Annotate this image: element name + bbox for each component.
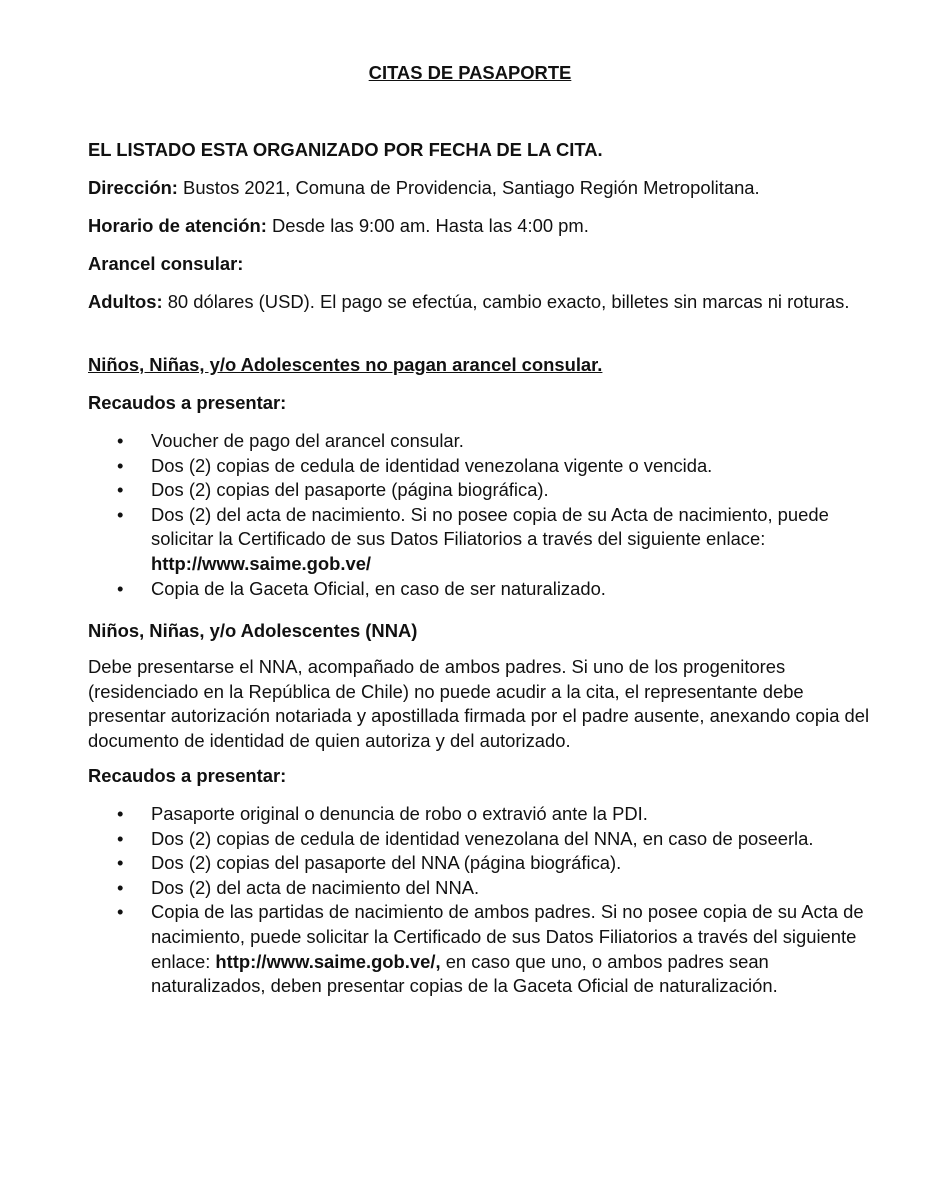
list-item-text: en caso que uno, o ambos padres sean naturalizados, deben presentar copias de la Gaceta Oficial de naturalización.	[151, 950, 778, 997]
adult-fee-label: Adultos:	[88, 291, 163, 312]
address-value: Bustos 2021, Comuna de Providencia, Santiago Región Metropolitana.	[177, 177, 760, 198]
hours-value: Desde las 9:00 am. Hasta las 4:00 pm.	[266, 215, 589, 236]
hours-label: Horario de atención:	[88, 215, 267, 236]
adult-fee-value: 80 dólares (USD). El pago se efectúa, cambio exacto, billetes sin marcas ni roturas.	[162, 291, 850, 312]
list-item: • Dos (2) copias de cedula de identidad venezolana del NNA, en caso de poseerla.	[88, 827, 878, 852]
address-label: Dirección:	[88, 177, 178, 198]
address-line	[88, 176, 878, 201]
requirements-list-adults	[88, 429, 878, 601]
page-title: CITAS DE PASAPORTE	[368, 62, 572, 83]
requirements-list-minors	[88, 802, 878, 999]
list-item-text: Copia de las partidas de nacimiento de ambos padres. Si no posee copia de su Acta de nacimiento, puede solicitar la Certificado de sus Datos Filiatorios a través del siguiente enlace:	[151, 901, 864, 972]
fee-heading: Arancel consular:	[88, 253, 244, 274]
adult-fee-line	[88, 290, 878, 315]
list-item: • Voucher de pago del arancel consular.	[88, 429, 878, 454]
requirements-heading-minors: Recaudos a presentar:	[88, 765, 287, 786]
hours-line	[88, 214, 878, 239]
listing-note: EL LISTADO ESTA ORGANIZADO POR FECHA DE LA CITA.	[88, 139, 603, 160]
list-item	[88, 503, 878, 577]
saime-link[interactable]: http://www.saime.gob.ve/	[151, 552, 372, 574]
list-item	[88, 900, 878, 998]
minors-heading: Niños, Niñas, y/o Adolescentes (NNA)	[88, 620, 418, 641]
list-item: • Dos (2) del acta de nacimiento del NNA.	[88, 876, 878, 901]
minors-paragraph: Debe presentarse el NNA, acompañado de ambos padres. Si uno de los progenitores (residenciado en la República de Chile) no puede acudir a la cita, el representante debe presentar autorización notariada y apostillada firmada por el padre ausente, anexando copia del documento de identidad de quien autoriza y del autorizado.	[88, 656, 870, 751]
minors-fee-note: Niños, Niñas, y/o Adolescentes no pagan arancel consular.	[88, 354, 603, 375]
list-item: • Dos (2) copias de cedula de identidad venezolana vigente o vencida.	[88, 454, 878, 479]
requirements-heading-adults: Recaudos a presentar:	[88, 392, 287, 413]
list-item: • Dos (2) copias del pasaporte del NNA (página biográfica).	[88, 851, 878, 876]
list-item-text: Dos (2) del acta de nacimiento. Si no posee copia de su Acta de nacimiento, puede solicitar la Certificado de sus Datos Filiatorios a través del siguiente enlace:	[151, 503, 829, 550]
list-item: • Copia de la Gaceta Oficial, en caso de ser naturalizado.	[88, 577, 878, 602]
list-item: • Pasaporte original o denuncia de robo o extravió ante la PDI.	[88, 802, 878, 827]
list-item: • Dos (2) copias del pasaporte (página biográfica).	[88, 478, 878, 503]
saime-link[interactable]: http://www.saime.gob.ve/,	[215, 950, 441, 972]
